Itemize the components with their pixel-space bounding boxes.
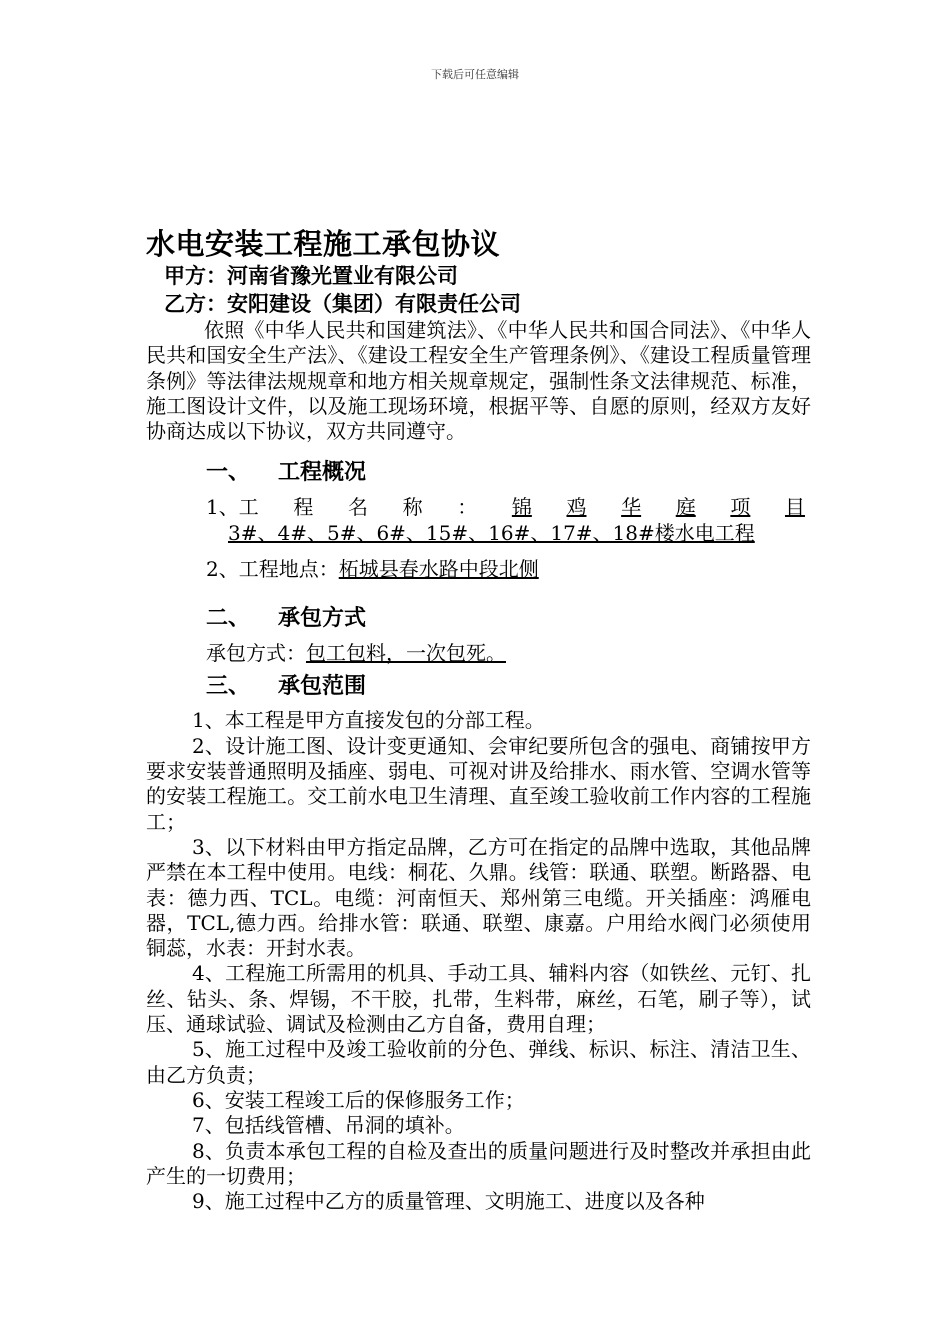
section-3-number: 三、 bbox=[206, 674, 251, 700]
scope-item-6: 6、安装工程竣工后的保修服务工作； bbox=[192, 1087, 525, 1112]
intro-paragraph: 依照《中华人民共和国建筑法》、《中华人民共和国合同法》、《中华人民共和国安全生产法》、《建设工程安全生产管理条例》、《建设工程质量管理条例》等法律法规规章和地方相关规章规定，强制性条文法律规范、标准，施工图设计文件，以及施工现场环境，根据平等、自愿的原则，经双方友好协商达成以下协议，双方共同遵守。 bbox=[146, 318, 811, 444]
page-header-note: 下载后可任意编辑 bbox=[431, 68, 519, 81]
scope-item-3: 3、以下材料由甲方指定品牌，乙方可在指定的品牌中选取，其他品牌严禁在本工程中使用。电线：桐花、久鼎。线管：联通、联塑。断路器、电表：德力西、TCL。电缆：河南恒天、郑州第三电缆。开关插座：鸿雁电器，TCL,德力西。给排水管：联通、联塑、康嘉。户用给水阀门必须使用铜蕊，水表：开封水表。 bbox=[146, 834, 811, 961]
contract-method-label: 承包方式： bbox=[206, 641, 306, 666]
section-2-number: 二、 bbox=[206, 606, 251, 632]
scope-item-1: 1、本工程是甲方直接发包的分部工程。 bbox=[192, 708, 545, 733]
party-a: 甲方：河南省豫光置业有限公司 bbox=[164, 264, 458, 288]
section-1-number: 一、 bbox=[206, 460, 251, 486]
project-name-item bbox=[146, 494, 811, 546]
scope-item-9: 9、施工过程中乙方的质量管理、文明施工、进度以及各种 bbox=[192, 1189, 705, 1214]
scope-item-8: 8、负责本承包工程的自检及查出的质量问题进行及时整改并承担由此产生的一切费用； bbox=[146, 1138, 811, 1188]
party-b: 乙方：安阳建设（集团）有限责任公司 bbox=[164, 292, 521, 316]
section-3-title: 承包范围 bbox=[278, 674, 367, 700]
section-1-title: 工程概况 bbox=[278, 460, 367, 486]
contract-method-value: 包工包料，一次包死。 bbox=[306, 641, 506, 666]
project-location-item bbox=[146, 556, 811, 582]
document-title: 水电安装工程施工承包协议 bbox=[146, 227, 501, 261]
scope-item-7: 7、包括线管槽、吊洞的填补。 bbox=[192, 1113, 465, 1138]
scope-item-4: 4、工程施工所需用的机具、手动工具、辅料内容（如铁丝、元钉、扎丝、钻头、条、焊锡，不干胶，扎带，生料带，麻丝，石笔，刷子等），试压、通球试验、调试及检测由乙方自备，费用自理； bbox=[146, 961, 811, 1037]
project-location-value: 柘城县春水路中段北侧 bbox=[338, 557, 539, 582]
section-3-heading bbox=[146, 672, 811, 702]
section-2-heading bbox=[146, 604, 811, 634]
project-location-label: 2、工程地点： bbox=[206, 557, 339, 582]
project-name-line: 1、工 程 名 称 ： 锦 鸡 华 庭 项 目 bbox=[206, 495, 805, 520]
contract-method-item bbox=[146, 640, 811, 666]
scope-item-2: 2、设计施工图、设计变更通知、会审纪要所包含的强电、商铺按甲方要求安装普通照明及插座、弱电、可视对讲及给排水、雨水管、空调水管等的安装工程施工。交工前水电卫生清理、直至竣工验收前工作内容的工程施工； bbox=[146, 733, 811, 834]
document-body bbox=[146, 226, 811, 1214]
section-2-title: 承包方式 bbox=[278, 606, 367, 632]
section-1-heading bbox=[146, 458, 811, 488]
scope-item-5: 5、施工过程中及竣工验收前的分色、弹线、标识、标注、清洁卫生、由乙方负责； bbox=[146, 1037, 811, 1087]
project-name-value: 3#、4#、5#、6#、15#、16#、17#、18#楼水电工程 bbox=[228, 521, 755, 546]
